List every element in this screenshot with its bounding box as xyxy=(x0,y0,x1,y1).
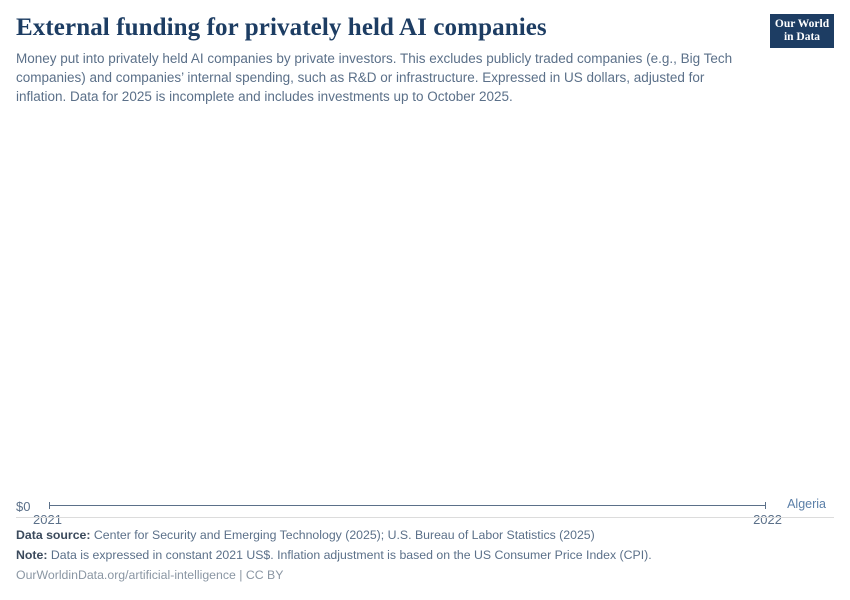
x-axis xyxy=(33,496,826,527)
y-axis-tick-label-zero: $0 xyxy=(16,498,31,514)
data-source-text: Center for Security and Emerging Technology (2025); U.S. Bureau of Labor Statistics (2025) xyxy=(93,528,595,543)
x-axis-line xyxy=(49,505,766,506)
chart-header xyxy=(16,14,834,106)
owid-license-link[interactable]: OurWorldinData.org/artificial-intelligence | CC BY xyxy=(16,568,284,583)
data-source-line xyxy=(16,526,834,546)
plot-area[interactable] xyxy=(16,114,834,527)
series-end-label-algeria[interactable]: Algeria xyxy=(787,496,826,511)
owid-logo[interactable] xyxy=(770,14,834,48)
x-axis-tick-label-end: 2022 xyxy=(753,511,782,527)
x-axis-tick-label-start: 2021 xyxy=(33,511,62,527)
page-title: External funding for privately held AI companies xyxy=(16,14,547,41)
data-source-label: Data source: xyxy=(16,528,91,543)
x-axis-tick-start xyxy=(49,502,50,509)
owid-logo-line1: Our World xyxy=(774,18,830,30)
note-text: Data is expressed in constant 2021 US$. Inflation adjustment is based on the US Consumer Price Index (CPI). xyxy=(50,548,652,563)
x-axis-tick-end xyxy=(765,502,766,509)
owid-logo-line2: in Data xyxy=(783,31,821,44)
note-line xyxy=(16,546,834,566)
note-label: Note: xyxy=(16,548,48,563)
chart-subtitle: Money put into privately held AI companies by private investors. This excludes publicly traded companies (e.g., Big Tech companies) and companies’ internal spending, such as R&D or infrastructure. Expressed in US dollars, adjusted for inflation. Data for 2025 is incomplete and includes investments up to October 2025. xyxy=(16,50,733,104)
chart-footer xyxy=(16,517,834,586)
